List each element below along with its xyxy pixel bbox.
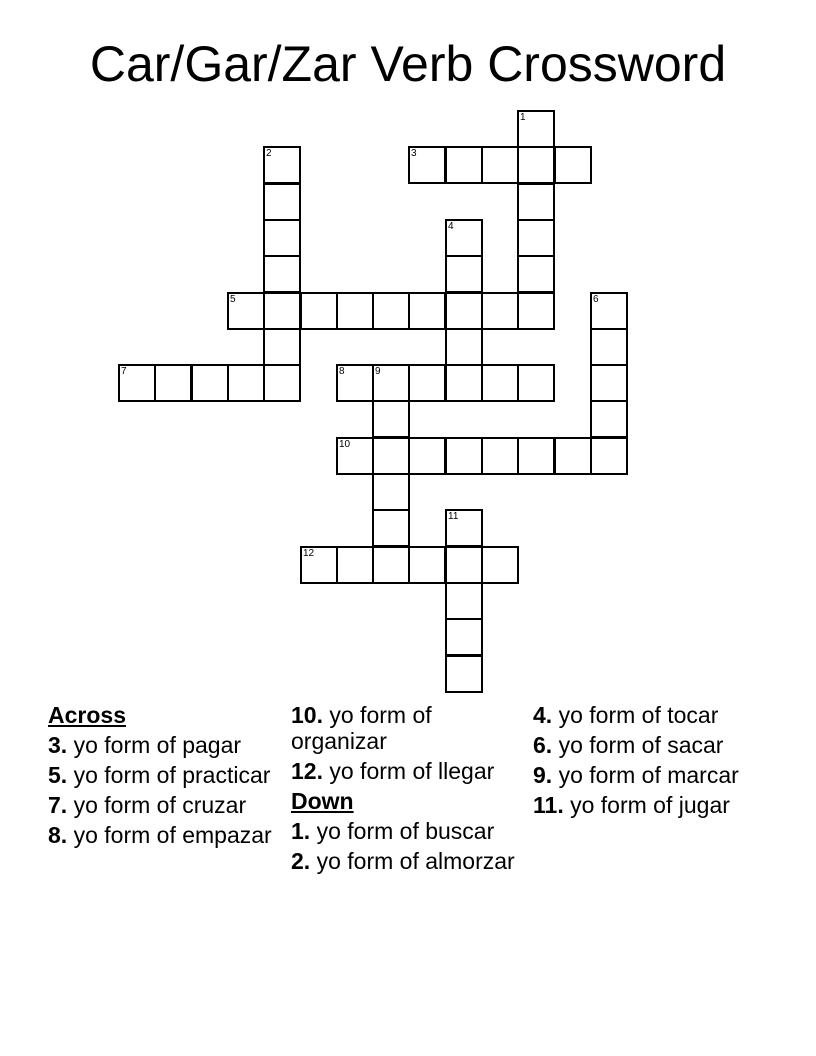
grid-cell[interactable]	[336, 437, 374, 475]
grid-cell[interactable]	[408, 146, 446, 184]
grid-cell[interactable]	[300, 292, 338, 330]
grid-cell[interactable]	[590, 364, 628, 402]
grid-cell[interactable]	[263, 183, 301, 221]
grid-cell[interactable]	[445, 364, 483, 402]
clue-across-3	[48, 732, 278, 758]
grid-cell[interactable]	[590, 437, 628, 475]
cell-number: 7	[121, 366, 127, 377]
cell-number: 1	[520, 112, 526, 123]
grid-cell[interactable]	[517, 364, 555, 402]
grid-cell[interactable]	[445, 437, 483, 475]
grid-cell[interactable]	[481, 437, 519, 475]
clue-across-5	[48, 762, 278, 788]
clue-number: 8.	[48, 822, 68, 848]
grid-cell[interactable]	[517, 255, 555, 293]
cell-number: 11	[448, 511, 459, 522]
clue-number: 1.	[291, 818, 311, 844]
grid-cell[interactable]	[517, 183, 555, 221]
grid-cell[interactable]	[517, 437, 555, 475]
clue-down-4	[533, 702, 763, 728]
clue-number: 12.	[291, 758, 323, 784]
across-heading: Across	[48, 702, 126, 728]
clue-text: yo form of sacar	[558, 732, 724, 758]
grid-cell[interactable]	[263, 255, 301, 293]
cell-number: 3	[411, 148, 417, 159]
grid-cell[interactable]	[191, 364, 229, 402]
down-heading: Down	[291, 788, 354, 814]
clue-across-10	[291, 702, 521, 754]
clue-number: 10.	[291, 702, 323, 728]
cell-number: 12	[303, 548, 315, 559]
grid-cell[interactable]	[372, 437, 410, 475]
grid-cell[interactable]	[263, 364, 301, 402]
clue-number: 11.	[533, 792, 564, 818]
grid-cell[interactable]	[372, 364, 410, 402]
clue-text: yo form of llegar	[329, 758, 495, 784]
grid-cell[interactable]	[336, 292, 374, 330]
clue-down-6	[533, 732, 763, 758]
cell-number: 6	[593, 294, 599, 305]
grid-cell[interactable]	[372, 509, 410, 547]
clue-text: yo form of tocar	[558, 702, 719, 728]
grid-cell[interactable]	[445, 509, 483, 547]
grid-cell[interactable]	[445, 146, 483, 184]
grid-cell[interactable]	[517, 110, 555, 148]
grid-cell[interactable]	[481, 364, 519, 402]
clue-number: 9.	[533, 762, 553, 788]
clue-text: yo form of almorzar	[316, 848, 515, 874]
clue-text: yo form of buscar	[316, 818, 495, 844]
grid-cell[interactable]	[263, 219, 301, 257]
cell-number: 8	[339, 366, 345, 377]
grid-cell[interactable]	[481, 546, 519, 584]
clue-text: yo form of pagar	[73, 732, 242, 758]
clue-text: yo form of jugar	[570, 792, 730, 818]
grid-cell[interactable]	[445, 328, 483, 366]
grid-cell[interactable]	[554, 437, 592, 475]
grid-cell[interactable]	[445, 546, 483, 584]
clue-text: yo form of organizar	[291, 702, 432, 754]
clue-number: 2.	[291, 848, 311, 874]
cell-number: 10	[339, 439, 351, 450]
clue-across-12	[291, 758, 521, 784]
clue-down-1	[291, 818, 521, 844]
grid-cell[interactable]	[517, 146, 555, 184]
clue-column-1	[48, 702, 278, 852]
clue-number: 3.	[48, 732, 68, 758]
clue-number: 6.	[533, 732, 553, 758]
grid-cell[interactable]	[554, 146, 592, 184]
clue-number: 5.	[48, 762, 68, 788]
grid-cell[interactable]	[372, 400, 410, 438]
grid-cell[interactable]	[372, 546, 410, 584]
grid-cell[interactable]	[445, 655, 483, 693]
grid-cell[interactable]	[408, 292, 446, 330]
grid-cell[interactable]	[590, 328, 628, 366]
grid-cell[interactable]	[372, 292, 410, 330]
clue-across-8	[48, 822, 278, 848]
clue-down-11	[533, 792, 763, 818]
grid-cell[interactable]	[372, 473, 410, 511]
grid-cell[interactable]	[263, 292, 301, 330]
clue-across-7	[48, 792, 278, 818]
grid-cell[interactable]	[517, 219, 555, 257]
grid-cell[interactable]	[445, 582, 483, 620]
grid-cell[interactable]	[481, 146, 519, 184]
grid-cell[interactable]	[118, 364, 156, 402]
grid-cell[interactable]	[263, 146, 301, 184]
clue-down-9	[533, 762, 763, 788]
grid-cell[interactable]	[445, 618, 483, 656]
grid-cell[interactable]	[154, 364, 192, 402]
grid-cell[interactable]	[445, 292, 483, 330]
clue-column-3	[533, 702, 763, 822]
clue-text: yo form of practicar	[73, 762, 271, 788]
grid-cell[interactable]	[445, 219, 483, 257]
clue-text: yo form of marcar	[558, 762, 739, 788]
grid-cell[interactable]	[227, 364, 265, 402]
grid-cell[interactable]	[481, 292, 519, 330]
clue-down-2	[291, 848, 521, 874]
cell-number: 5	[230, 294, 236, 305]
grid-cell[interactable]	[336, 546, 374, 584]
grid-cell[interactable]	[408, 546, 446, 584]
grid-cell[interactable]	[227, 292, 265, 330]
cell-number: 9	[375, 366, 381, 377]
grid-cell[interactable]	[336, 364, 374, 402]
clue-number: 7.	[48, 792, 68, 818]
grid-cell[interactable]	[263, 328, 301, 366]
grid-cell[interactable]	[408, 437, 446, 475]
clue-text: yo form of empazar	[73, 822, 272, 848]
cell-number: 2	[266, 148, 272, 159]
grid-cell[interactable]	[408, 364, 446, 402]
grid-cell[interactable]	[517, 292, 555, 330]
grid-cell[interactable]	[445, 255, 483, 293]
clue-text: yo form of cruzar	[73, 792, 247, 818]
clue-number: 4.	[533, 702, 553, 728]
grid-cell[interactable]	[300, 546, 338, 584]
page-title: Car/Gar/Zar Verb Crossword	[89, 36, 727, 92]
cell-number: 4	[448, 221, 454, 232]
clue-column-2	[291, 702, 521, 878]
grid-cell[interactable]	[590, 400, 628, 438]
grid-cell[interactable]	[590, 292, 628, 330]
